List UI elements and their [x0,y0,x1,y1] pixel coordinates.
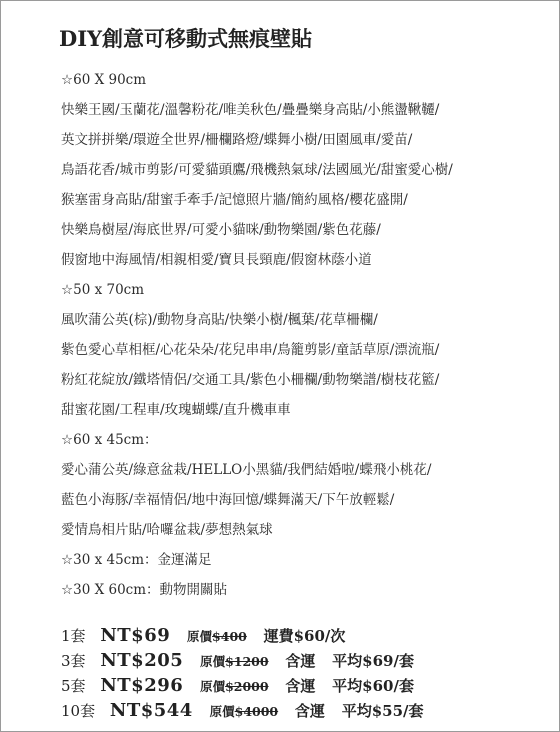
size-heading: ☆30 x 45cm：金運滿足 [61,552,212,568]
original-price [200,649,269,674]
design-list-line: 紫色愛心草相框/心花朵朵/花兒串串/鳥籠剪影/童話草原/漂流瓶/ [61,342,440,358]
price-qty: 5套 [61,677,86,695]
product-list [61,65,541,605]
original-price [210,699,279,724]
design-list-line: 快樂王國/玉蘭花/溫馨粉花/唯美秋色/疊疊樂身高貼/小熊盪鞦韆/ [61,102,440,118]
design-list-line: 鳥語花香/城市剪影/可愛貓頭鷹/飛機熱氣球/法國風光/甜蜜愛心樹/ [61,162,453,178]
design-list-line: 愛心蒲公英/綠意盆栽/HELLO小黑貓/我們結婚啦/蝶飛小桃花/ [61,462,432,478]
price-qty: 10套 [61,702,96,720]
design-list-line: 甜蜜花園/工程車/玫瑰蝴蝶/直升機車車 [61,402,291,418]
size-heading: ☆30 X 60cm：動物開關貼 [61,582,228,598]
size-heading: ☆50 x 70cm [61,282,145,298]
original-price-value: $400 [212,629,247,644]
original-price [200,674,269,699]
original-price-value: $1200 [225,654,269,669]
price-amount: NT$205 [100,650,184,671]
shipping-note: 含運 [285,652,316,670]
average-price: 平均$69/套 [332,652,414,670]
original-price [187,624,247,649]
original-price-value: $2000 [225,679,269,694]
shipping-note: 含運 [294,702,325,720]
design-list-line: 假窗地中海風情/相親相愛/寶貝長頸鹿/假窗林蔭小道 [61,252,372,268]
design-list-line: 快樂鳥樹屋/海底世界/可愛小貓咪/動物樂園/紫色花藤/ [61,222,381,238]
average-price: 平均$55/套 [341,702,424,720]
page-title: DIY創意可移動式無痕壁貼 [59,26,313,51]
design-list-line: 猴塞雷身高貼/甜蜜手牽手/記憶照片牆/簡約風格/櫻花盛開/ [61,192,408,208]
price-amount: NT$544 [109,700,193,721]
price-table [61,623,541,723]
price-amount: NT$69 [100,625,171,646]
design-list-line: 愛情鳥相片貼/哈囉盆栽/夢想熱氣球 [61,522,273,538]
original-price-label: 原價 [200,679,226,694]
design-list-line: 風吹蒲公英(棕)/動物身高貼/快樂小樹/楓葉/花草柵欄/ [61,312,378,328]
original-price-label: 原價 [209,704,235,719]
price-row [61,673,541,698]
size-heading: ☆60 X 90cm [61,72,147,88]
original-price-value: $4000 [234,704,279,719]
price-amount: NT$296 [100,675,184,696]
shipping-note: 含運 [285,677,316,695]
design-list-line: 粉紅花綻放/鐵塔情侶/交通工具/紫色小柵欄/動物樂譜/樹枝花籃/ [61,372,440,388]
original-price-label: 原價 [187,629,213,644]
size-heading: ☆60 x 45cm： [61,432,158,448]
price-qty: 1套 [61,627,86,645]
price-qty: 3套 [61,652,86,670]
average-price: 平均$60/套 [332,677,414,695]
original-price-label: 原價 [200,654,226,669]
price-row [61,623,541,648]
shipping-note: 運費$60/次 [263,627,346,645]
design-list-line: 藍色小海豚/幸福情侶/地中海回憶/蝶舞滿天/下午放輕鬆/ [61,492,395,508]
design-list-line: 英文拼拼樂/環遊全世界/柵欄路燈/蝶舞小樹/田園風車/愛苗/ [61,132,413,148]
price-row [61,648,541,673]
price-row [61,698,541,723]
